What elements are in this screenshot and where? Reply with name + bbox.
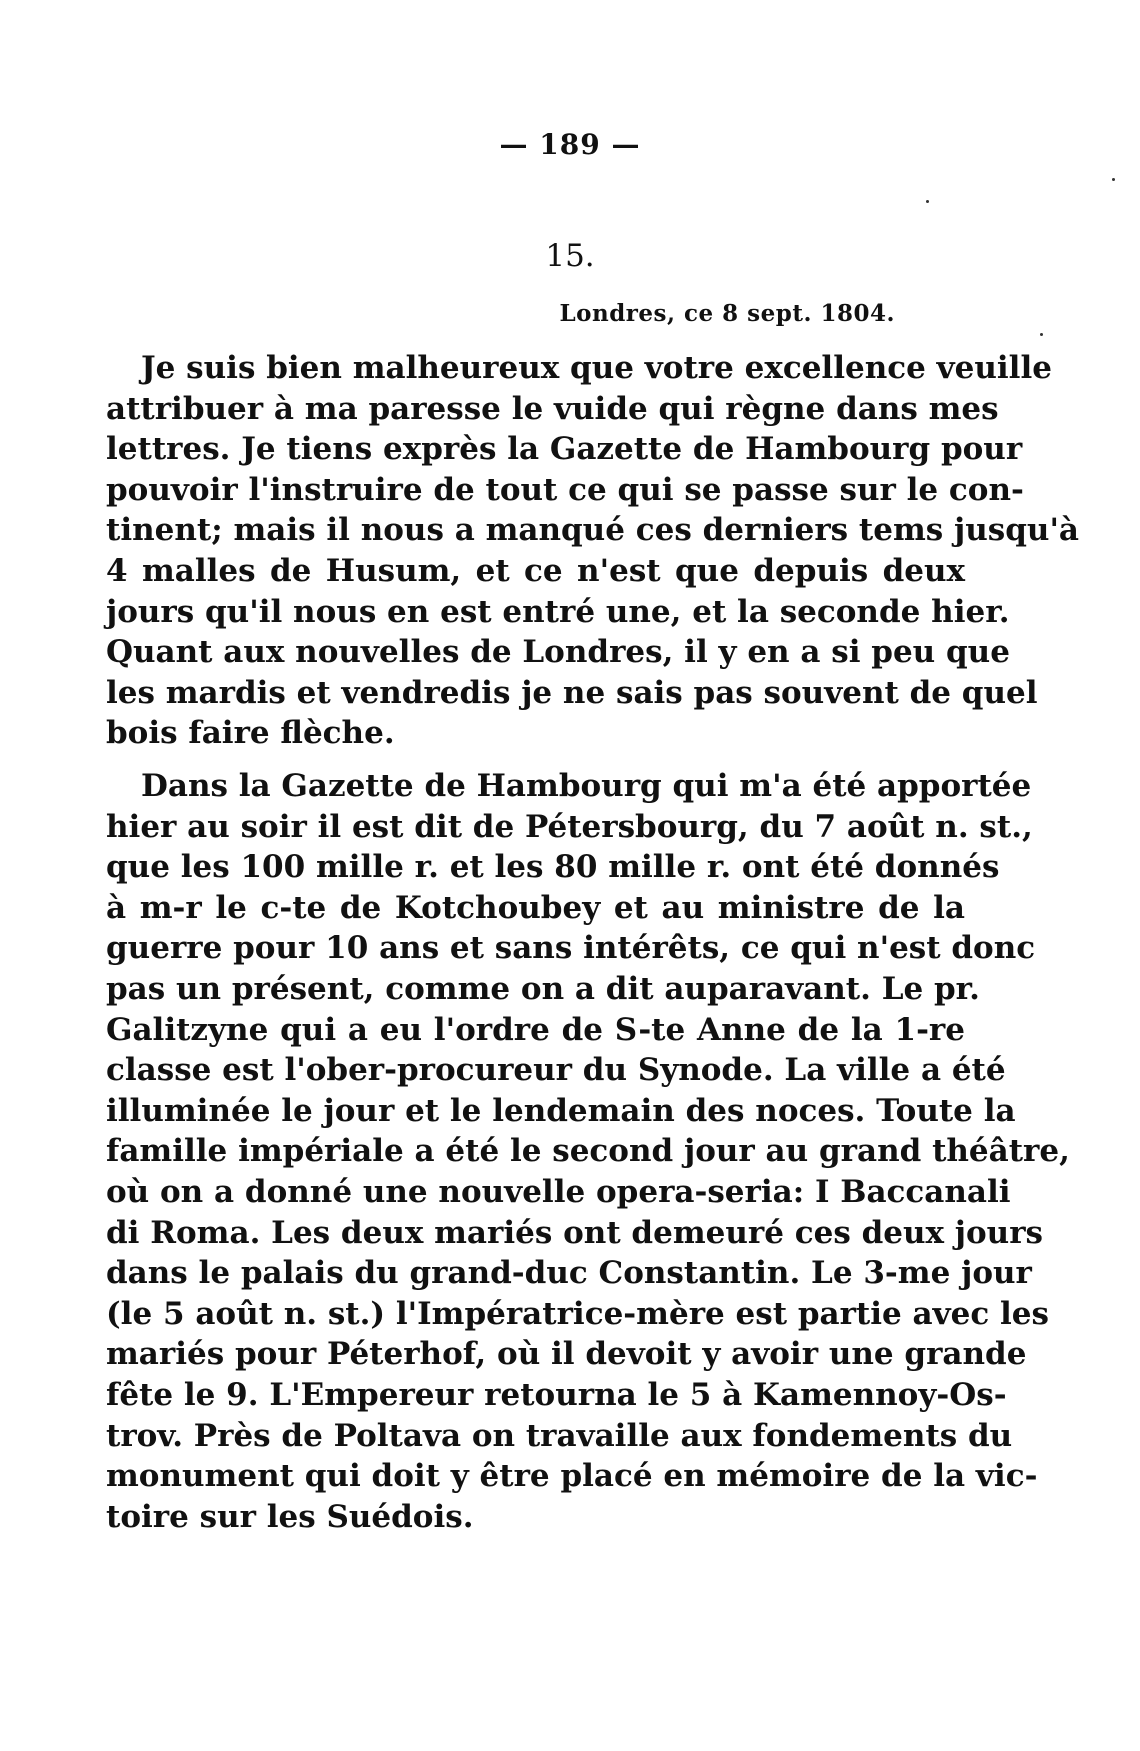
- text-line: pas un présent, comme on a dit auparavant. Le pr.: [106, 970, 980, 1007]
- paragraph-2: [106, 766, 1070, 1537]
- text-line: jours qu'il nous en est entré une, et la seconde hier.: [106, 593, 1010, 630]
- text-line: où on a donné une nouvelle opera-seria: I Baccanali: [106, 1173, 1011, 1210]
- text-line: les mardis et vendredis je ne sais pas souvent de quel: [106, 674, 1038, 711]
- scan-speck: [1112, 178, 1115, 181]
- page-number: — 189 —: [499, 128, 641, 161]
- text-line: monument qui doit y être placé en mémoire de la vic-: [106, 1458, 1038, 1495]
- text-line: toire sur les Suédois.: [106, 1498, 474, 1535]
- text-line: pouvoir l'instruire de tout ce qui se passe sur le con-: [106, 471, 1024, 508]
- text-line: mariés pour Péterhof, où il devoit y avoir une grande: [106, 1336, 1027, 1373]
- text-line: fête le 9. L'Empereur retourna le 5 à Kamennoy-Os-: [106, 1376, 1007, 1413]
- text-line: 4 malles de Husum, et ce n'est que depuis deux: [106, 552, 965, 589]
- scan-speck: [1040, 333, 1043, 336]
- text-line: illuminée le jour et le lendemain des noces. Toute la: [106, 1092, 1016, 1129]
- letter-number: 15.: [545, 238, 595, 274]
- text-line: Quant aux nouvelles de Londres, il y en a si peu que: [106, 634, 1010, 671]
- text-line: guerre pour 10 ans et sans intérêts, ce qui n'est donc: [106, 930, 1036, 967]
- text-line: famille impériale a été le second jour au grand théâtre,: [106, 1133, 1070, 1170]
- text-line: trov. Près de Poltava on travaille aux fondements du: [106, 1417, 1013, 1454]
- text-line: tinent; mais il nous a manqué ces derniers tems jusqu'à: [106, 512, 1080, 549]
- text-line: que les 100 mille r. et les 80 mille r. ont été donnés: [106, 849, 1000, 886]
- dateline: Londres, ce 8 sept. 1804.: [559, 300, 895, 327]
- text-line: Dans la Gazette de Hambourg qui m'a été apportée: [141, 768, 1032, 804]
- text-line: lettres. Je tiens exprès la Gazette de Hambourg pour: [106, 431, 1023, 468]
- text-line: (le 5 août n. st.) l'Impératrice-mère est partie avec les: [106, 1295, 1049, 1332]
- paragraph-1: [106, 348, 1080, 754]
- text-line: di Roma. Les deux mariés ont demeuré ces deux jours: [106, 1214, 1044, 1251]
- text-line: dans le palais du grand-duc Constantin. Le 3-me jour: [106, 1255, 1032, 1292]
- text-line: à m-r le c-te de Kotchoubey et au ministre de la: [106, 889, 965, 926]
- text-line: bois faire flèche.: [106, 715, 395, 752]
- scan-speck: [926, 200, 929, 203]
- text-line: hier au soir il est dit de Pétersbourg, du 7 août n. st.,: [106, 808, 1033, 845]
- text-line: Galitzyne qui a eu l'ordre de S-te Anne de la 1-re: [106, 1011, 965, 1048]
- text-line: classe est l'ober-procureur du Synode. La ville a été: [106, 1052, 1006, 1089]
- text-line: Je suis bien malheureux que votre excellence veuille: [141, 350, 1052, 386]
- text-line: attribuer à ma paresse le vuide qui règne dans mes: [106, 390, 999, 427]
